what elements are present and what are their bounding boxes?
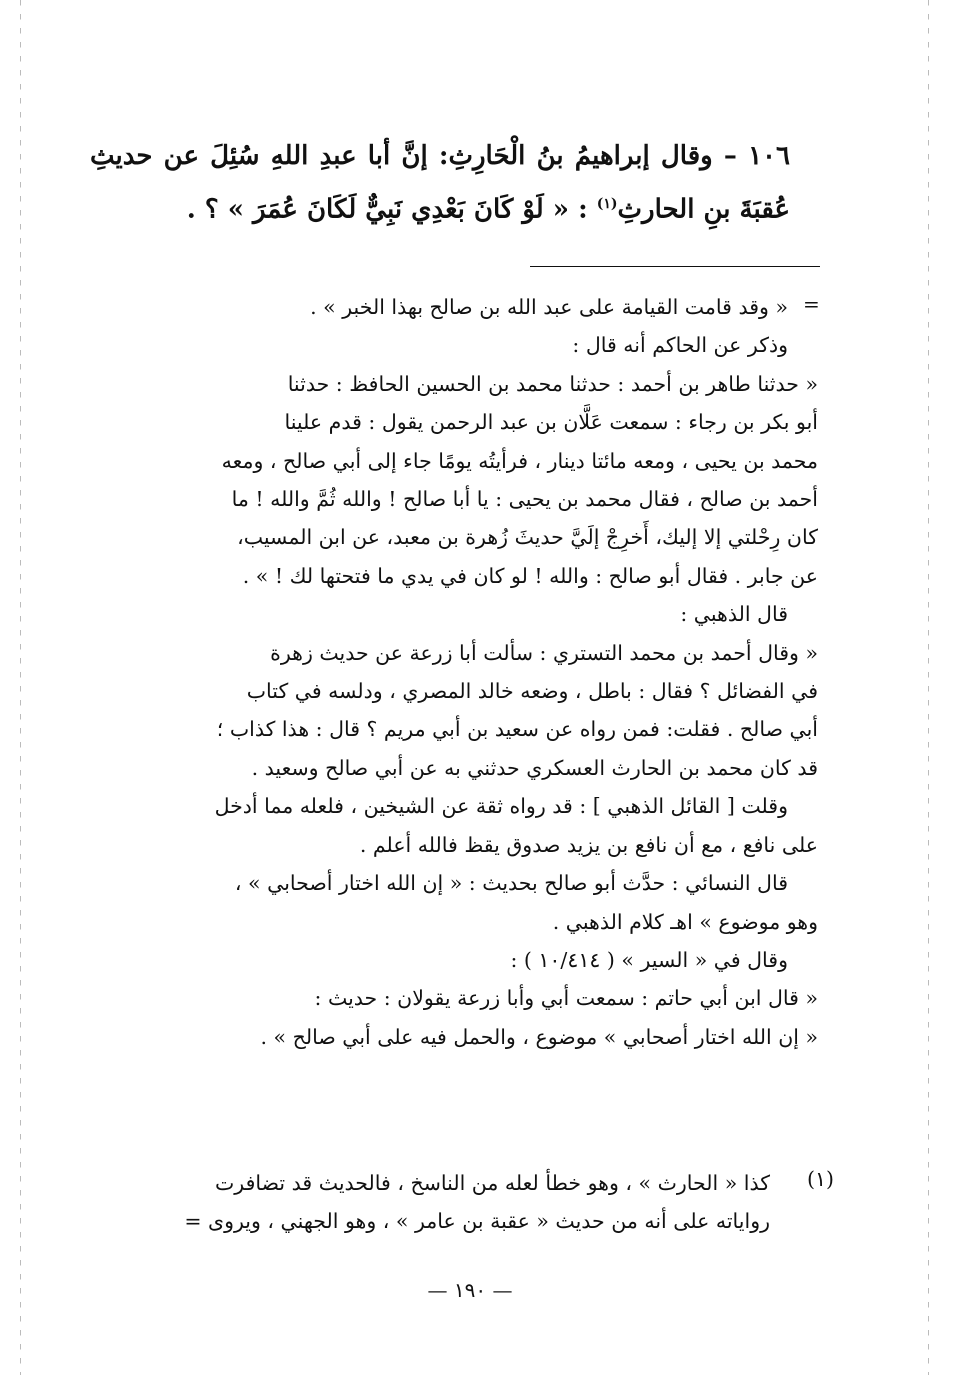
note-line: « قال ابن أبي حاتم : سمعت أبي وأبا زرعة يقولان : حديث : — [314, 986, 818, 1011]
note-line: على نافع ، مع أن نافع بن يزيد صدوق يقظ فالله أعلم . — [359, 832, 818, 857]
hadith-paragraph — [90, 132, 790, 234]
note-line: وقال في « السير » ( ١٠/٤١٤ ) : — [510, 947, 788, 972]
footnote-text — [100, 1164, 770, 1241]
note-line: أحمد بن صالح ، فقال محمد بن يحيى : يا أبا صالح ! والله ثُمَّ والله ! ما — [231, 487, 818, 512]
note-line: قد كان محمد بن الحارث العسكري حدثني به عن أبي صالح وسعيد . — [251, 755, 818, 780]
footnote-line: رواياته على أنه من حديث « عقبة بن عامر » ، وهو الجهني ، ويروى = — [184, 1209, 770, 1234]
footnote-reference[interactable]: (١) — [596, 196, 618, 212]
note-line: وهو موضوع » اهـ كلام الذهبي . — [552, 909, 818, 934]
hadith-text-part1: – وقال إبراهيمُ بنُ الْحَارِثِ: إنَّ أبا عبدِ اللهِ سُئِلَ عن حديثِ عُقبَةَ بنِ الحارثِ — [90, 141, 790, 225]
note-line: وذكر عن الحاكم أنه قال : — [572, 333, 788, 358]
right-margin-dots — [928, 0, 929, 1375]
note-line: « إن الله اختار أصحابي » موضوع ، والحمل فيه على أبي صالح » . — [260, 1024, 818, 1049]
continuation-mark: = — [803, 292, 820, 316]
left-margin-dots — [20, 0, 21, 1375]
hadith-number: ١٠٦ — [748, 141, 790, 171]
hadith-text-part2: : « لَوْ كَانَ بَعْدِي نَبِيٌّ لَكَانَ عُمَرَ » ؟ . — [186, 194, 588, 225]
footnote-line: كذا « الحارث » ، وهو خطأ لعله من الناسخ ، فالحديث قد تضافرت — [214, 1171, 770, 1195]
note-line: في الفضائل ؟ فقال : باطل ، وضعه خالد المصري ، ودلسه في كتاب — [246, 679, 818, 704]
note-line: أبو بكر بن رجاء : سمعت عَلَّان بن عبد الرحمن يقول : قدم علينا — [284, 410, 818, 435]
note-line: قال الذهبي : — [680, 602, 788, 627]
note-line: « حدثنا طاهر بن أحمد : حدثنا محمد بن الحسين الحافظ : حدثنا — [287, 371, 818, 396]
note-line: « وقد قامت القيامة على عبد الله بن صالح بهذا الخبر » . — [310, 295, 788, 319]
notes-block — [100, 288, 818, 1056]
note-line: عن جابر . فقال أبو صالح : والله ! لو كان في يدي ما فتحتها لك ! » . — [242, 563, 818, 588]
note-line: وقلت [ القائل الذهبي ] : قد رواه ثقة عن الشيخين ، فلعله مما أدخل — [214, 794, 788, 819]
note-line: كان رِحْلتي إلا إليك، أَخرِجْ إلَيَّ حديثَ زُهرة بن معبد، عن ابن المسيب، — [237, 525, 818, 550]
footnote-number: (١) — [806, 1167, 834, 1191]
page-number: — ١٩٠ — — [427, 1278, 513, 1302]
note-line: محمد بن يحيى ، ومعه مائتا دينار ، فرأيتُه يومًا جاء إلى أبي صالح ، ومعه — [221, 448, 818, 473]
note-line: « وقال أحمد بن محمد التستري : سألت أبا زرعة عن حديث زهرة — [270, 640, 818, 665]
note-line: قال النسائي : حدَّث أبو صالح بحديث : « إن الله اختار أصحابي » ، — [234, 871, 788, 896]
footnote-separator — [530, 266, 820, 267]
note-line: أبي صالح . فقلت: فمن رواه عن سعيد بن أبي مريم ؟ قال : هذا كذاب ؛ — [216, 717, 818, 742]
